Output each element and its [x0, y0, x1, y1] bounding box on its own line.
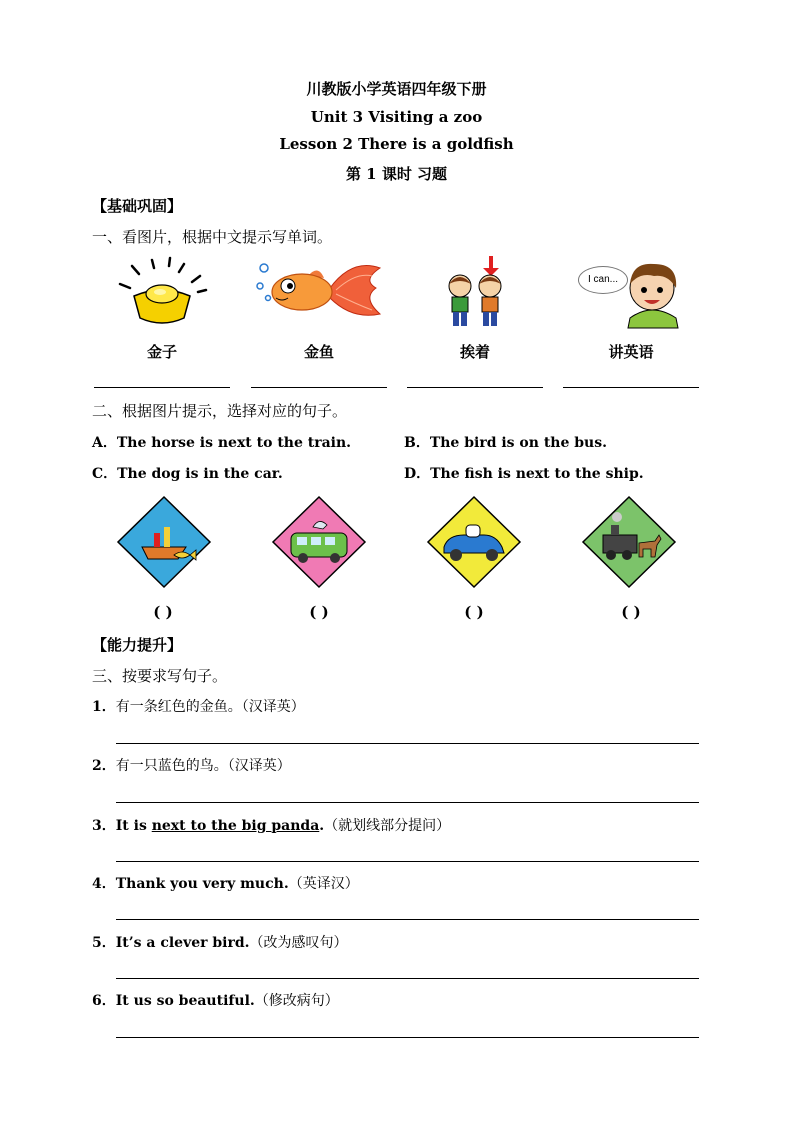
two-kids-icon: [443, 254, 509, 330]
answer-blank-4[interactable]: [563, 387, 699, 388]
question-4: 4．Thank you very much.（英译汉）: [92, 876, 359, 892]
period-title: 第 1 课时 习题: [345, 165, 448, 183]
train-horse-icon: [581, 495, 677, 589]
question-3: 3．It is next to the big panda.（就划线部分提问）: [92, 818, 451, 834]
part2-heading: 二、根据图片提示，选择对应的句子。: [92, 402, 348, 420]
answer-line-6[interactable]: [116, 1037, 699, 1038]
part1-heading: 一、看图片，根据中文提示写单词。: [92, 228, 333, 246]
answer-paren-3[interactable]: ( ): [464, 603, 484, 621]
part1-label-gold: 金子: [146, 343, 177, 361]
boy-speaking-icon: [618, 256, 686, 328]
question-1: 1．有一条红色的金鱼。（汉译英）: [92, 699, 305, 715]
option-c: C．The dog is in the car.: [92, 466, 283, 482]
goldfish-icon: [252, 258, 384, 328]
answer-paren-4[interactable]: ( ): [621, 603, 641, 621]
lesson-title: Lesson 2 There is a goldfish: [279, 135, 514, 153]
answer-line-4[interactable]: [116, 919, 699, 920]
section-basic-heading: 【基础巩固】: [92, 197, 183, 215]
car-dog-icon: [426, 495, 522, 589]
section-advance-heading: 【能力提升】: [92, 636, 183, 654]
answer-paren-2[interactable]: ( ): [309, 603, 329, 621]
answer-blank-3[interactable]: [407, 387, 543, 388]
gold-ingot-icon: [112, 256, 212, 331]
question-2: 2．有一只蓝色的鸟。（汉译英）: [92, 758, 291, 774]
speech-bubble: I can...: [578, 266, 628, 294]
answer-blank-2[interactable]: [251, 387, 387, 388]
option-a: A．The horse is next to the train.: [92, 435, 352, 451]
unit-title: Unit 3 Visiting a zoo: [310, 108, 483, 126]
ship-fish-icon: [116, 495, 212, 589]
option-d: D．The fish is next to the ship.: [404, 466, 644, 482]
book-title: 川教版小学英语四年级下册: [306, 80, 487, 98]
answer-paren-1[interactable]: ( ): [153, 603, 173, 621]
answer-blank-1[interactable]: [94, 387, 230, 388]
question-6: 6．It us so beautiful.（修改病句）: [92, 993, 339, 1009]
answer-line-1[interactable]: [116, 743, 699, 744]
bus-bird-icon: [271, 495, 367, 589]
question-1-text: 有一条红色的金鱼。（汉译英）: [115, 699, 305, 715]
question-5: 5．It’s a clever bird.（改为感叹句）: [92, 935, 348, 951]
answer-line-2[interactable]: [116, 802, 699, 803]
answer-line-5[interactable]: [116, 978, 699, 979]
option-b: B．The bird is on the bus.: [404, 435, 607, 451]
part1-label-next-to: 挨着: [459, 343, 490, 361]
underlined-phrase: next to the big panda: [151, 818, 320, 834]
question-2-text: 有一只蓝色的鸟。（汉译英）: [115, 758, 291, 774]
part1-label-speak-english: 讲英语: [608, 343, 654, 361]
part1-label-goldfish: 金鱼: [303, 343, 334, 361]
part3-heading: 三、按要求写句子。: [92, 667, 228, 685]
answer-line-3[interactable]: [116, 861, 699, 862]
